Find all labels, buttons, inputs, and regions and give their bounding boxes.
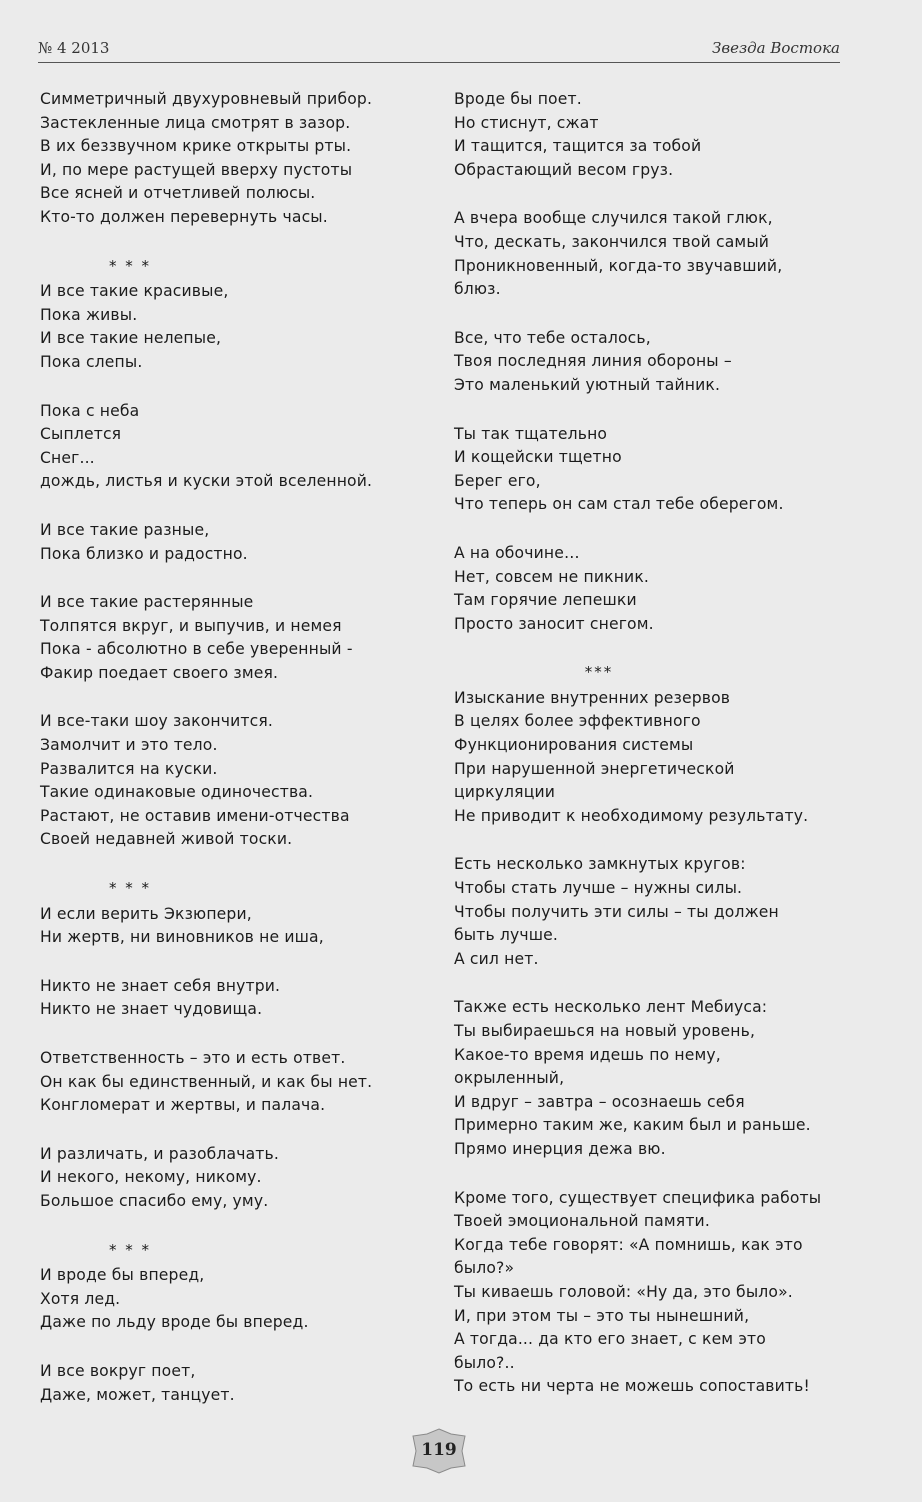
poem-line: И вроде бы вперед, (40, 1266, 205, 1285)
poem-line: Изыскание внутренних резервов (454, 688, 731, 707)
poem-line: Даже, может, танцует. (40, 1385, 235, 1404)
stanza (40, 975, 440, 1022)
poem-line: Конгломерат и жертвы, и палача. (40, 1096, 326, 1115)
poem-line: Не приводит к необходимому результату. (454, 806, 809, 825)
stanza (40, 1239, 440, 1335)
poem-line: Застекленные лица смотрят в зазор. (40, 113, 351, 132)
poem-line: В их беззвучном крике открыты рты. (40, 137, 352, 156)
poem-line: Это маленький уютный тайник. (454, 375, 721, 394)
poem-line: Что теперь он сам стал тебе оберегом. (454, 495, 784, 514)
stanza (454, 327, 854, 398)
poem-line: Толпятся вкруг, и выпучив, и немея (40, 616, 342, 635)
poem-line: Просто заносит снегом. (454, 614, 654, 633)
stanza (40, 877, 440, 950)
stanza (40, 400, 440, 494)
poem-line: Такие одинаковые одиночества. (40, 783, 314, 802)
poem-line: И все вокруг поет, (40, 1361, 196, 1380)
poem-line: Какое-то время идешь по нему, (454, 1045, 721, 1064)
poem-line: И, по мере растущей вверху пустоты (40, 160, 353, 179)
poem-line: Замолчит и это тело. (40, 736, 218, 755)
poem-line: И тащится, тащится за тобой (454, 137, 702, 156)
page-number: 119 (421, 1440, 457, 1460)
stanza-separator: * * * (108, 256, 152, 275)
stanza (454, 853, 854, 971)
poem-line: Пока близко и радостно. (40, 544, 248, 563)
stanza (454, 661, 854, 828)
poem-line: Также есть несколько лент Мебиуса: (454, 998, 768, 1017)
poem-line: Большое спасибо ему, уму. (40, 1191, 269, 1210)
poem-line: Чтобы стать лучше – нужны силы. (454, 879, 743, 898)
poem-line: окрыленный, (454, 1069, 565, 1088)
stanza (454, 542, 854, 636)
poem-line: Пока слепы. (40, 352, 143, 371)
poem-line: Пока - абсолютно в себе уверенный - (40, 640, 353, 659)
poem-line: В целях более эффективного (454, 712, 701, 731)
poem-line: Ответственность – это и есть ответ. (40, 1049, 346, 1067)
stanza (40, 710, 440, 852)
stanza (454, 207, 854, 301)
poem-line: Там горячие лепешки (454, 591, 637, 610)
stanza (454, 1187, 854, 1399)
poem-line: И все такие растерянные (40, 593, 254, 612)
poem-line: Симметричный двухуровневый прибор. (40, 90, 373, 108)
poem-line: А сил нет. (454, 949, 539, 968)
poem-line: дождь, листья и куски этой вселенной. (40, 472, 373, 491)
poem-line: При нарушенной энергетической (454, 759, 735, 778)
poem-line: Своей недавней живой тоски. (40, 830, 293, 849)
poem-line: быть лучше. (454, 926, 559, 945)
poem-line: циркуляции (454, 783, 556, 802)
poem-line: Но стиснут, сжат (454, 113, 599, 132)
poem-line: Твоя последняя линия обороны – (454, 352, 732, 371)
poem-line: Нет, совсем не пикник. (454, 567, 650, 586)
poem-line: И кощейски тщетно (454, 448, 622, 467)
poem-line: Растают, не оставив имени-отчества (40, 806, 350, 825)
poem-line: И все такие красивые, (40, 282, 229, 301)
poem-line: Функционирования системы (454, 736, 694, 755)
right-poem-column (454, 88, 854, 1424)
poem-line: Берег его, (454, 471, 541, 490)
stanza (40, 1047, 440, 1118)
stanza (454, 996, 854, 1161)
poem-line: Факир поедает своего змея. (40, 663, 279, 682)
stanza (40, 519, 440, 566)
poem-line: Когда тебе говорят: «А помнишь, как это (454, 1235, 803, 1254)
poem-line: Ты выбираешься на новый уровень, (454, 1022, 756, 1040)
stanza (40, 1143, 440, 1214)
issue-number: № 4 2013 (38, 39, 110, 57)
poem-line: И вдруг – завтра – осознаешь себя (454, 1092, 745, 1111)
stanza (454, 88, 854, 182)
poem-line: Пока с неба (40, 401, 140, 420)
header-divider (38, 62, 840, 63)
stanza-separator: * * * (108, 879, 152, 898)
poem-line: И все-таки шоу закончится. (40, 712, 273, 731)
poem-line: Снег... (40, 448, 95, 467)
poem-line: Твоей эмоциональной памяти. (454, 1212, 710, 1231)
poem-line: И все такие разные, (40, 520, 210, 539)
stanza-separator: * * * (108, 1240, 152, 1259)
poem-line: Обрастающий весом груз. (454, 160, 674, 179)
poem-line: Он как бы единственный, и как бы нет. (40, 1072, 373, 1091)
poem-line: Что, дескать, закончился твой самый (454, 232, 770, 251)
poem-line: А на обочине… (454, 543, 580, 562)
poem-line: Никто не знает чудовища. (40, 1000, 263, 1019)
poem-line: Пока живы. (40, 305, 138, 324)
stanza (40, 1360, 440, 1407)
poem-line: Кроме того, существует специфика работы (454, 1188, 822, 1207)
poem-line: Все, что тебе осталось, (454, 328, 651, 347)
page-number-badge (411, 1428, 467, 1474)
poem-line: Сыплется (40, 425, 122, 444)
poem-line: И различать, и разоблачать. (40, 1144, 279, 1163)
poem-line: Есть несколько замкнутых кругов: (454, 855, 746, 874)
poem-line: Вроде бы поет. (454, 90, 582, 108)
poem-line: Все ясней и отчетливей полюсы. (40, 184, 316, 203)
poem-line: Чтобы получить эти силы – ты должен (454, 902, 779, 921)
stanza (454, 423, 854, 517)
poem-line: блюз. (454, 280, 501, 299)
poem-line: Прямо инерция дежа вю. (454, 1139, 666, 1158)
poem-line: Ни жертв, ни виновников не иша, (40, 928, 324, 947)
poem-line: И все такие нелепые, (40, 329, 222, 348)
stanza-separator: *** (584, 663, 614, 682)
poem-line: Никто не знает себя внутри. (40, 976, 281, 995)
poem-line: Ты так тщательно (454, 424, 608, 443)
poem-line: Проникновенный, когда-то звучавший, (454, 256, 783, 275)
poem-line: И, при этом ты – это ты нынешний, (454, 1306, 750, 1325)
stanza (40, 255, 440, 375)
poem-line: Хотя лед. (40, 1289, 121, 1308)
poem-line: А вчера вообще случился такой глюк, (454, 209, 773, 228)
poem-line: Примерно таким же, каким был и раньше. (454, 1116, 811, 1135)
stanza (40, 591, 440, 685)
journal-title: Звезда Востока (712, 39, 840, 57)
poem-line: А тогда... да кто его знает, с кем это (454, 1330, 766, 1349)
poem-line: было?» (454, 1259, 515, 1278)
poem-line: Ты киваешь головой: «Ну да, это было». (454, 1282, 793, 1301)
stanza (40, 88, 440, 230)
poem-line: было?.. (454, 1353, 515, 1372)
poem-line: И некого, некому, никому. (40, 1168, 262, 1187)
poem-line: И если верить Экзюпери, (40, 904, 252, 923)
poem-line: Кто-то должен перевернуть часы. (40, 207, 328, 226)
poem-line: Развалится на куски. (40, 759, 218, 778)
left-poem-column (40, 88, 440, 1432)
poem-line: То есть ни черта не можешь сопоставить! (454, 1377, 810, 1396)
poem-line: Даже по льду вроде бы вперед. (40, 1313, 309, 1332)
